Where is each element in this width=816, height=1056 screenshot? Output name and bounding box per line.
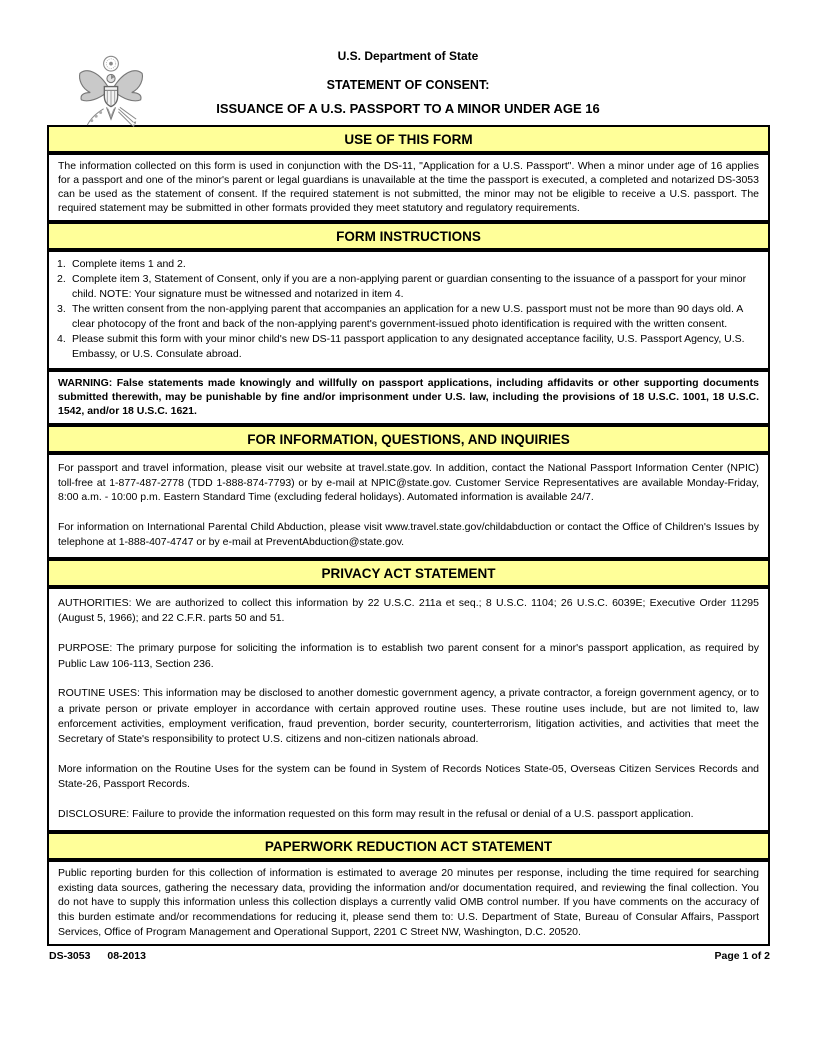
privacy-purpose-paragraph: PURPOSE: The primary purpose for soliciting the information is to establish two parent consent for a minor's passport application, as required by Public Law 106-113, Section 236. xyxy=(58,642,759,670)
warning-statement xyxy=(47,370,770,425)
instruction-number: 2. xyxy=(57,273,66,285)
section-heading-privacy-act: PRIVACY ACT STATEMENT xyxy=(47,559,770,587)
page-number: Page 1 of 2 xyxy=(714,950,770,963)
inquiries-paragraph-passport-info: For passport and travel information, please visit our website at travel.state.gov. In addition, contact the National Passport Information Center (NPIC) toll-free at 1-877-487-2778 (TDD 1-888-874-7793) or by e-mail at NPIC@state.gov. Customer Service Representatives are available Monday-Friday, 8:00 a.m. - 10:00 p.m. Eastern Standard Time (excluding federal holidays). Automated information is available 24/7. xyxy=(58,462,759,504)
form-subtitle: ISSUANCE OF A U.S. PASSPORT TO A MINOR UNDER AGE 16 xyxy=(216,101,600,116)
paperwork-reduction-paragraph: Public reporting burden for this collection of information is estimated to average 20 minutes per response, including the time required for searching existing data sources, gathering the necessary data, providing the information and/or documentation required, and reviewing the final collection. You do not have to supply this information unless this collection displays a currently valid OMB control number. If you have comments on the accuracy of this burden estimate and/or recommendations for reducing it, please send them to: U.S. Department of State, Bureau of Consular Affairs, Passport Services, Office of Program Management and Operational Support, 2201 C Street NW, Washington, D.C. 20520. xyxy=(58,867,759,938)
use-of-this-form-paragraph: The information collected on this form is used in conjunction with the DS-11, "Application for a U.S. Passport". When a minor under age of 16 applies for a passport and one of the minor's parent or legal guardians is unavailable at the time the passport is executed, a completed and notarized DS-3053 can be used as the statement of consent. If the required statement is not submitted, the minor may not be eligible to receive a U.S. passport. The required statement may be submitted in other formats provided they meet statutory and regulatory requirements. xyxy=(58,160,759,214)
section-heading-paperwork-reduction: PAPERWORK REDUCTION ACT STATEMENT xyxy=(47,832,770,860)
agency-name: U.S. Department of State xyxy=(337,49,479,63)
privacy-disclosure-paragraph: DISCLOSURE: Failure to provide the information requested on this form may result in the refusal or denial of a U.S. passport application. xyxy=(58,807,694,820)
instruction-text: Complete item 3, Statement of Consent, only if you are a non-applying parent or guardian consenting to the issuance of a passport for your minor child. NOTE: Your signature must be witnessed and notarized in item 4. xyxy=(72,273,747,300)
us-great-seal-icon xyxy=(74,54,148,134)
privacy-authorities-paragraph: AUTHORITIES: We are authorized to collect this information by 22 U.S.C. 211a et seq.; 8 U.S.C. 1104; 26 U.S.C. 6039E; Executive Order 11295 (August 5, 1966); and 22 C.F.R. parts 50 and 51. xyxy=(58,597,759,625)
privacy-more-info-paragraph: More information on the Routine Uses for the system can be found in System of Records Notices State-05, Overseas Citizen Services Records and State-26, Passport Records. xyxy=(58,762,759,791)
instruction-item-4 xyxy=(55,332,759,362)
page-footer xyxy=(49,950,770,962)
form-title: STATEMENT OF CONSENT: xyxy=(326,78,490,92)
instruction-number: 4. xyxy=(57,333,66,345)
instruction-item-2 xyxy=(55,272,759,302)
warning-text: WARNING: False statements made knowingly and willfully on passport applications, including affidavits or other supporting documents submitted therewith, may be punishable by fine and/or imprisonment under U.S. law, including the provisions of 18 U.S.C. 1001, 18 U.S.C. 1542, and/or 18 U.S.C. 1621. xyxy=(58,377,759,417)
privacy-act-text xyxy=(47,587,770,832)
form-revision-date: 08-2013 xyxy=(107,950,146,963)
form-number-block xyxy=(49,950,146,962)
instruction-text: The written consent from the non-applying parent that accompanies an application for a new U.S. passport must not be more than 90 days old. A clear photocopy of the front and back of the non-applying parent's government-issued photo identification is required with the written consent. xyxy=(72,303,743,330)
instruction-item-1 xyxy=(55,257,759,272)
instruction-text: Complete items 1 and 2. xyxy=(72,258,186,270)
instruction-text: Please submit this form with your minor child's new DS-11 passport application to any designated acceptance facility, U.S. Passport Agency, U.S. Embassy, or U.S. Consulate abroad. xyxy=(72,333,745,360)
inquiries-paragraph-child-abduction: For information on International Parental Child Abduction, please visit www.travel.state.gov/childabduction or contact the Office of Children's Issues by telephone at 1-888-407-4747 or by e-mail at PreventAbduction@state.gov. xyxy=(58,520,759,548)
privacy-routine-uses-paragraph: ROUTINE USES: This information may be disclosed to another domestic government agency, a private contractor, a foreign government agency, or to a private person or private employer in accordance with certain approved routine uses. These routine uses include, but are not limited to, law enforcement activities, employment verification, fraud prevention, border security, counterterrorism, litigation activities, and activities that meet the Secretary of State's responsibility to protect U.S. citizens and non-citizen nationals abroad. xyxy=(58,687,759,745)
form-body xyxy=(47,125,770,946)
form-instructions-list xyxy=(47,250,770,370)
instruction-number: 3. xyxy=(57,303,66,315)
section-heading-inquiries: FOR INFORMATION, QUESTIONS, AND INQUIRIES xyxy=(47,425,770,453)
use-of-this-form-text xyxy=(47,153,770,222)
instruction-item-3 xyxy=(55,302,759,332)
section-heading-form-instructions: FORM INSTRUCTIONS xyxy=(47,222,770,250)
form-number: DS-3053 xyxy=(49,950,91,963)
section-heading-use-of-this-form: USE OF THIS FORM xyxy=(47,125,770,153)
paperwork-reduction-text xyxy=(47,860,770,946)
inquiries-text xyxy=(47,453,770,559)
instruction-number: 1. xyxy=(57,258,66,270)
